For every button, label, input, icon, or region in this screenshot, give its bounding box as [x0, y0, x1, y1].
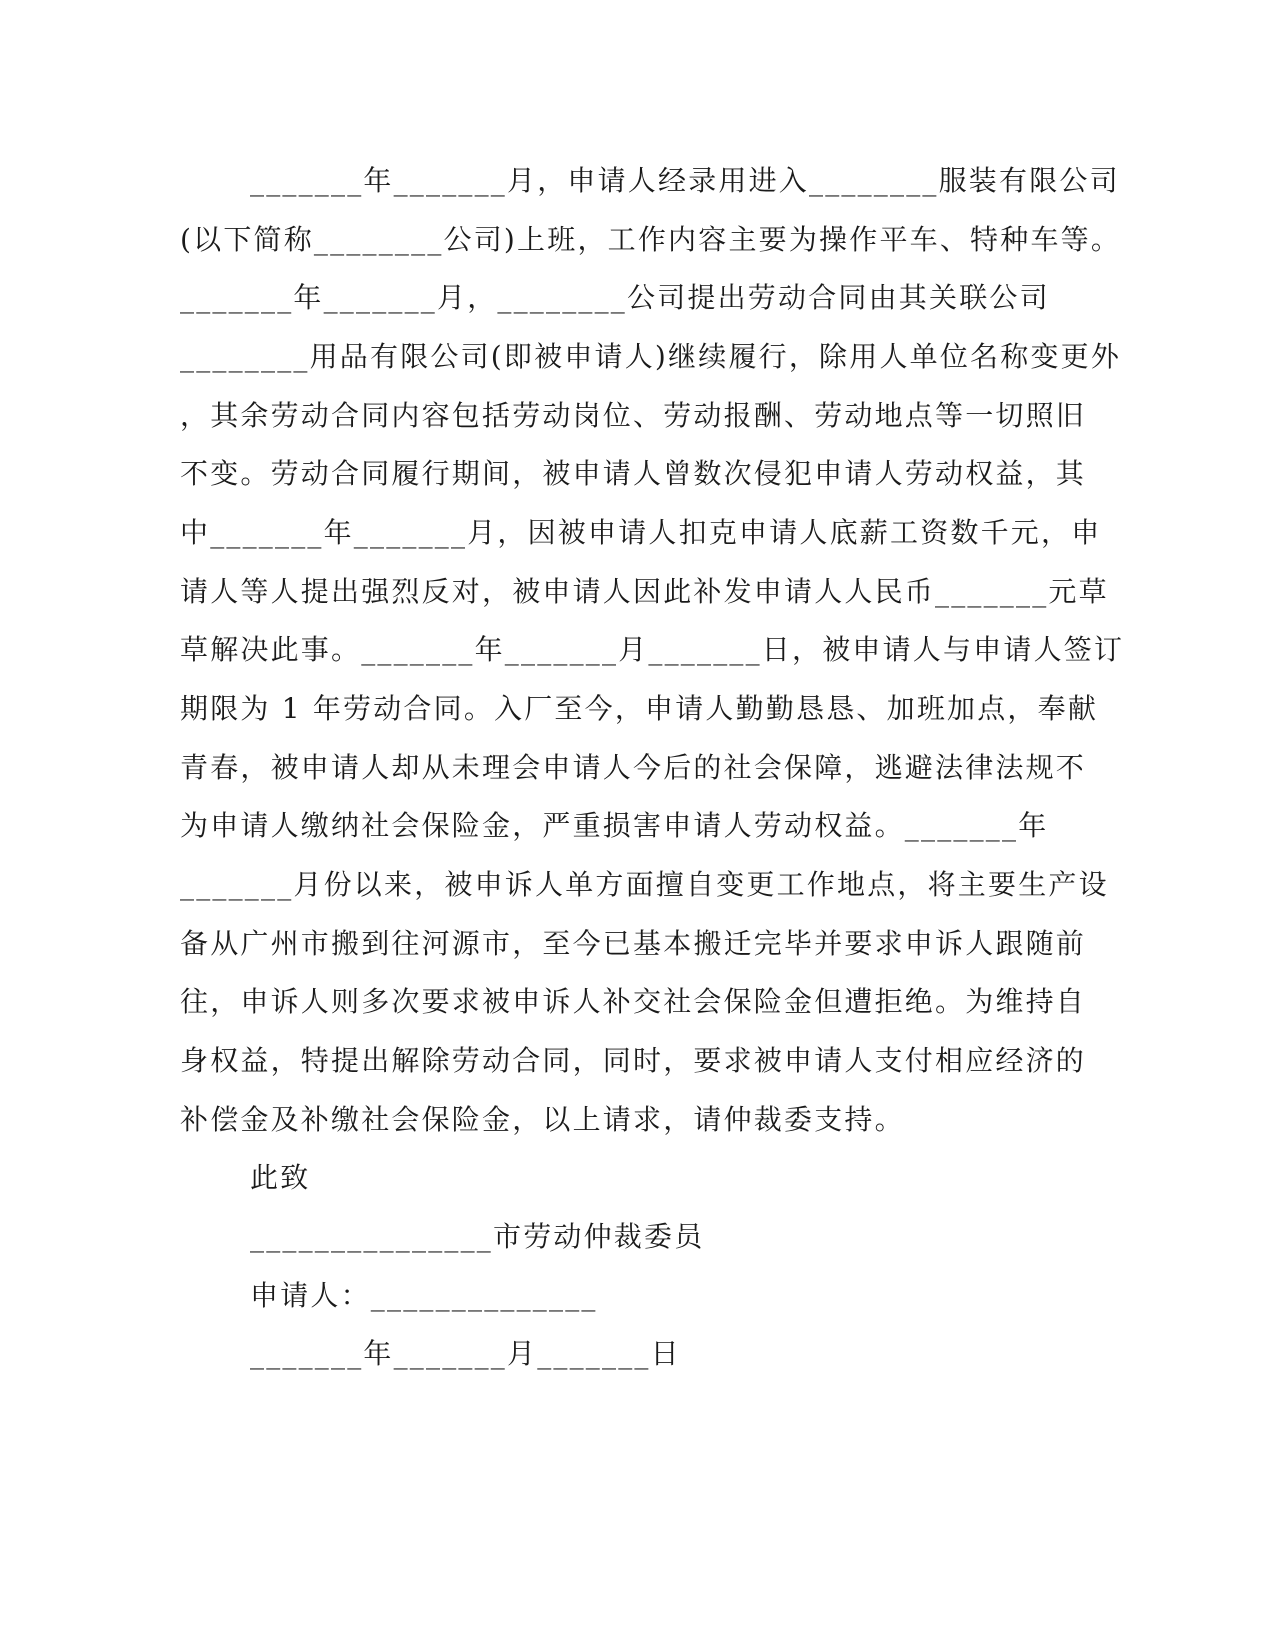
- body-line-13: _______月份以来，被申诉人单方面擅自变更工作地点，将主要生产设: [180, 868, 1109, 901]
- body-line-17: 补偿金及补缴社会保险金，以上请求，请仲裁委支持。: [180, 1103, 905, 1136]
- body-line-16: 身权益，特提出解除劳动合同，同时，要求被申请人支付相应经济的: [180, 1044, 1087, 1077]
- body-line-5: ，其余劳动合同内容包括劳动岗位、劳动报酬、劳动地点等一切照旧: [180, 399, 1087, 432]
- body-line-11: 青春，被申请人却从未理会申请人今后的社会保障，逃避法律法规不: [180, 751, 1087, 784]
- recipient-line: _______________市劳动仲裁委员: [250, 1220, 705, 1253]
- body-line-15: 往，申诉人则多次要求被申诉人补交社会保险金但遭拒绝。为维持自: [180, 985, 1087, 1018]
- body-line-3: _______年_______月，________公司提出劳动合同由其关联公司: [180, 281, 1050, 314]
- body-line-8: 请人等人提出强烈反对，被申请人因此补发申请人人民币_______元草: [180, 575, 1109, 608]
- body-line-4: ________用品有限公司(即被申请人)继续履行，除用人单位名称变更外: [180, 340, 1122, 373]
- body-line-1: _______年_______月，申请人经录用进入________服装有限公司: [250, 164, 1120, 197]
- body-line-9: 草解决此事。_______年_______月_______日，被申请人与申请人签订: [180, 633, 1125, 666]
- closing-salutation: 此致: [250, 1161, 311, 1194]
- body-line-6: 不变。劳动合同履行期间，被申请人曾数次侵犯申请人劳动权益，其: [180, 457, 1087, 490]
- body-line-14: 备从广州市搬到往河源市，至今已基本搬迁完毕并要求申诉人跟随前: [180, 927, 1087, 960]
- date-line: _______年_______月_______日: [250, 1337, 681, 1370]
- body-line-2: (以下简称________公司)上班，工作内容主要为操作平车、特种车等。: [180, 223, 1122, 256]
- applicant-signature-line: 申请人：______________: [250, 1279, 598, 1312]
- body-line-7: 中_______年_______月，因被申请人扣克申请人底薪工资数千元，申: [180, 516, 1102, 549]
- body-line-12: 为申请人缴纳社会保险金，严重损害申请人劳动权益。_______年: [180, 809, 1049, 842]
- body-line-10: 期限为 1 年劳动合同。入厂至今，申请人勤勤恳恳、加班加点，奉献: [180, 692, 1099, 725]
